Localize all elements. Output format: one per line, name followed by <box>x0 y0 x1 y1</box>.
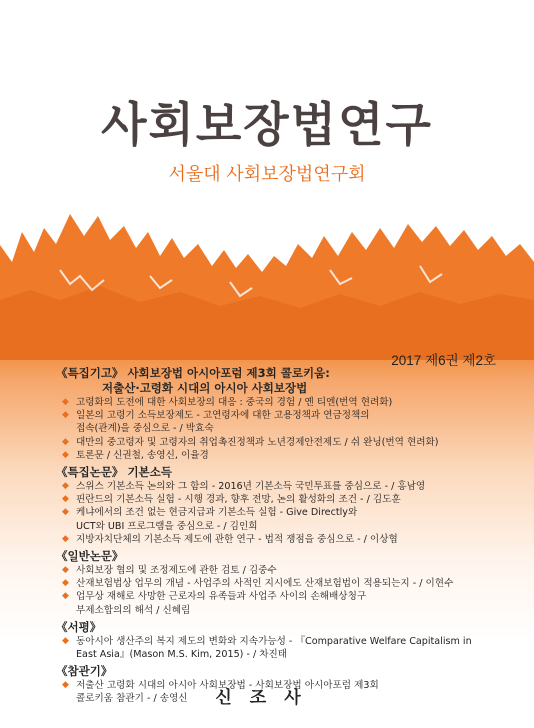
diamond-bullet-icon: ◆ <box>62 591 69 602</box>
toc-item: ◆ 고령화의 도전에 대한 사회보장의 대응 : 중국의 경험 / 옌 티엔(번역 현려화) <box>62 397 393 408</box>
toc-item: ◆ 대만의 중고령자 및 고령자의 취업촉진정책과 노년경제안전제도 / 쉬 완닝(번역 현려화) <box>62 436 439 448</box>
diamond-bullet-icon: ◆ <box>62 680 69 691</box>
toc-item: ◆ 동아시아 생산주의 복지 제도의 변화와 지속가능성 - 『Comparative Welfare Capitalism in <box>62 635 472 647</box>
toc-item-continuation: UCT와 UBI 프로그램을 중심으로 - / 김인희 <box>76 520 258 532</box>
journal-title: 사회보장법연구 <box>101 98 433 153</box>
issue-number: 2017 제6권 제2호 <box>391 353 496 368</box>
section-heading-general-articles: 《일반논문》 <box>56 549 124 564</box>
toc-item: ◆ 사회보장 협의 및 조정제도에 관한 검토 / 김중수 <box>62 565 277 577</box>
diamond-bullet-icon: ◆ <box>62 436 69 447</box>
toc-item: ◆ 핀란드의 기본소득 실험 - 시행 경과, 향후 전망, 논의 활성화의 조건 - / 김도훈 <box>62 494 401 506</box>
toc-item: ◆ 케냐에서의 조건 없는 현금지급과 기본소득 실험 - Give Directly와 <box>62 507 358 519</box>
diamond-bullet-icon: ◆ <box>62 578 69 589</box>
society-name: 서울대 사회보장법연구회 <box>168 164 366 185</box>
diamond-bullet-icon: ◆ <box>62 565 69 576</box>
diamond-bullet-icon: ◆ <box>62 494 69 505</box>
diamond-bullet-icon: ◆ <box>62 635 69 646</box>
diamond-bullet-icon: ◆ <box>62 397 69 407</box>
toc-item-continuation: 부제소합의의 해석 / 신혜림 <box>76 604 191 616</box>
toc-item: ◆ 토론문 / 신권철, 송영신, 이율경 <box>62 449 209 461</box>
diamond-bullet-icon: ◆ <box>62 449 69 460</box>
section-heading-special-report: 《특집기고》 사회보장법 아시아포럼 제3회 콜로키움: <box>56 366 330 380</box>
toc-item: ◆ 일본의 고령기 소득보장제도 - 고연령자에 대한 고용정책과 연금정책의 <box>62 410 370 422</box>
diamond-bullet-icon: ◆ <box>62 481 69 492</box>
section-heading-special-articles: 《특집논문》 기본소득 <box>56 465 172 480</box>
diamond-bullet-icon: ◆ <box>62 507 69 518</box>
section-subheading: 저출산·고령화 시대의 아시아 사회보장법 <box>102 381 308 395</box>
section-heading-book-review: 《서평》 <box>56 619 102 634</box>
toc-item: ◆ 저출산 고령화 시대의 아시아 사회보장법 - 사회보장법 아시아포럼 제3회 <box>62 680 379 692</box>
toc-item: ◆ 스위스 기본소득 논의와 그 함의 - 2016년 기본소득 국민투표를 중심으로 - / 홍남영 <box>62 481 426 493</box>
toc-item-continuation: 콜로키움 참관기 - / 송영신 <box>76 693 188 705</box>
toc-item-continuation: 접속(관계)을 중심으로 - / 박효숙 <box>76 423 214 435</box>
section-heading-participation: 《참관기》 <box>56 664 113 679</box>
toc-item: ◆ 지방자치단체의 기본소득 제도에 관한 연구 - 법적 쟁점을 중심으로 - / 이상협 <box>62 533 398 545</box>
table-of-contents <box>56 363 506 706</box>
toc-item: ◆ 산재보험법상 업무의 개념 - 사업주의 사적인 지시에도 산재보험법이 적용되는지 - / 이현수 <box>62 578 454 590</box>
diamond-bullet-icon: ◆ <box>62 533 69 544</box>
publisher-name: 신조사 <box>215 688 319 708</box>
toc-item: ◆ 업무상 재해로 사망한 근로자의 유족들과 사업주 사이의 손해배상청구 <box>62 591 367 603</box>
diamond-bullet-icon: ◆ <box>62 410 69 421</box>
toc-item-continuation: East Asia』(Mason M.S. Kim, 2015) - / 차진태 <box>76 649 288 661</box>
